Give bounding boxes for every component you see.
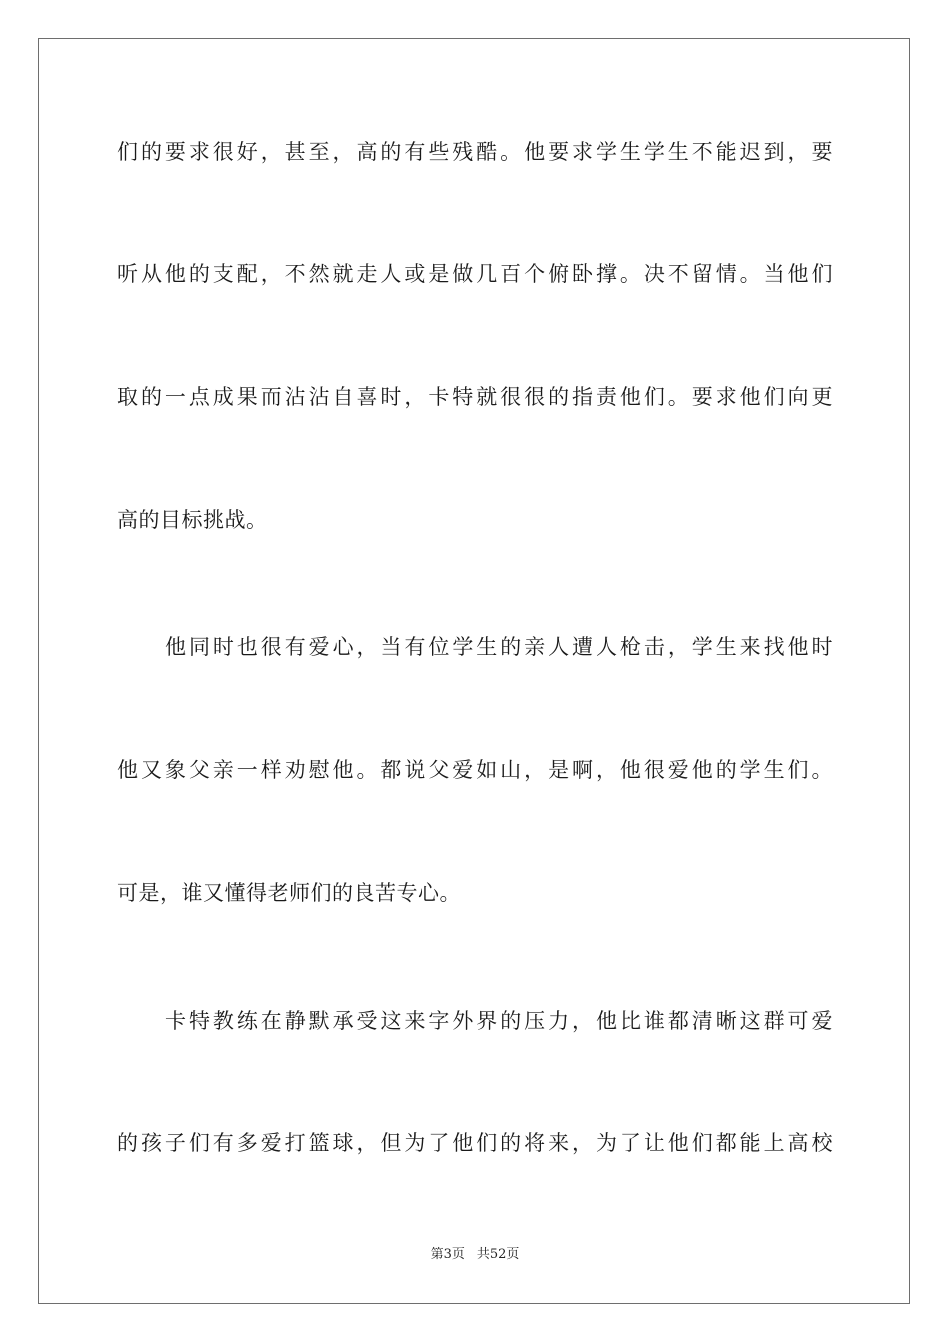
page-footer xyxy=(0,1246,950,1264)
text-line: 可是，谁又懂得老师们的良苦专心。 xyxy=(117,881,461,905)
paragraph-first-line: 卡特教练在静默承受这来字外界的压力，他比谁都清晰这群可爱 xyxy=(165,1009,833,1033)
text-line: 他又象父亲一样劝慰他。都说父爱如山，是啊，他很爱他的学生们。 xyxy=(117,758,833,782)
text-line: 们的要求很好，甚至，高的有些残酷。他要求学生学生不能迟到，要 xyxy=(117,140,833,164)
paragraph-first-line: 他同时也很有爱心，当有位学生的亲人遭人枪击，学生来找他时 xyxy=(165,635,833,659)
page-border xyxy=(38,38,910,1304)
page-number: 第3页 xyxy=(430,1247,465,1262)
text-line: 听从他的支配，不然就走人或是做几百个俯卧撑。决不留情。当他们 xyxy=(117,262,833,286)
text-line: 取的一点成果而沾沾自喜时，卡特就很很的指责他们。要求他们向更 xyxy=(117,385,833,409)
text-line: 高的目标挑战。 xyxy=(117,508,268,532)
text-line: 的孩子们有多爱打篮球，但为了他们的将来，为了让他们都能上高校 xyxy=(117,1131,833,1155)
page-count: 共52页 xyxy=(476,1247,520,1262)
